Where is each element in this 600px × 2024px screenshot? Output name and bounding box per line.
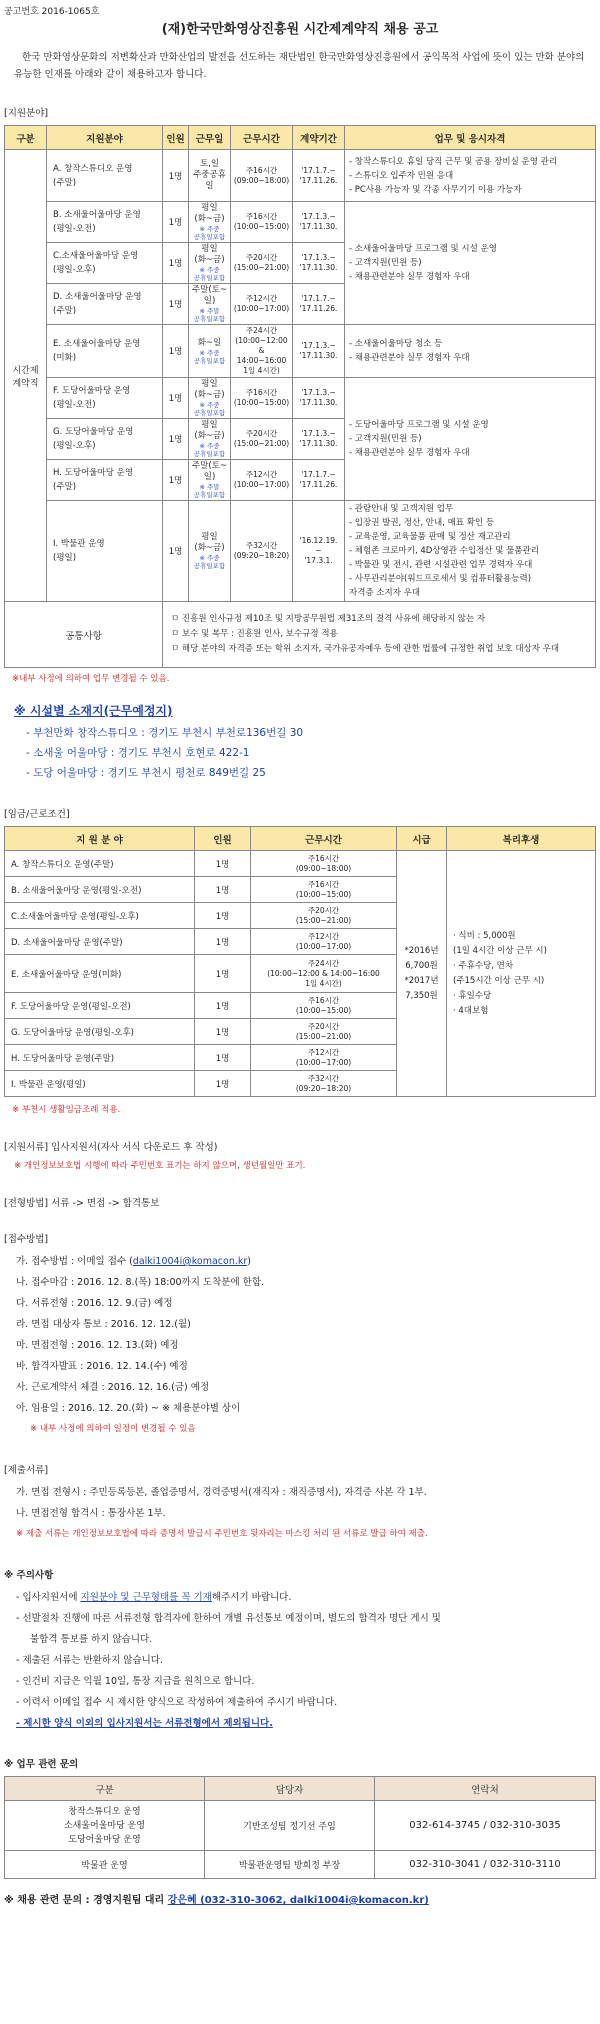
wage-field-cell: I. 박물관 운영(평일) — [5, 1071, 195, 1097]
count-cell: 1명 — [163, 284, 189, 325]
submit-note: ※ 제출 서류는 개인정보보호법에 따라 증명서 발급시 주민번호 뒷자리는 마스킹 처리 된 서류로 발급 하여 제출. — [16, 1529, 428, 1539]
wage-count-cell: 1명 — [195, 1045, 251, 1071]
table-row — [5, 202, 596, 243]
wage-table — [4, 826, 596, 1097]
apply-line: 라. 면접 대상자 통보 : 2016. 12. 12.(월) — [16, 1319, 191, 1330]
wage-count-cell: 1명 — [195, 1019, 251, 1045]
intro-paragraph: 한국 만화영상문화의 저변확산과 만화산업의 발전을 선도하는 재단법인 한국만화영상진흥원에서 공익목적 사업에 뜻이 있는 만화 분야의 유능한 인재를 아래와 같이 채용하고자 합니다. — [14, 52, 585, 80]
day-cell: 평일 (화~금) ※ 주중 공휴일포함 — [189, 243, 231, 284]
field-cell: H. 도당어울마당 운영 (주말) — [47, 460, 163, 501]
time-cell: 주24시간 (10:00~12:00 & 14:00~16:00 1일 4시간) — [231, 325, 293, 378]
facility-line: - 도당 어울마당 : 경기도 부천시 평천로 849번길 25 — [26, 767, 266, 779]
day-cell: 화~일 ※ 주중 공휴일포함 — [189, 325, 231, 378]
table-row — [5, 325, 596, 378]
duty-cell: - 관람안내 및 고객지원 업무 - 입장권 발권, 정산, 안내, 매표 확인 등 - 교육운영, 교육물품 판매 및 정산 재고관리 - 체험존 크로마키, 4D상영관 수입정산 및 물품관리 - 박물관 및 전시, 관련 시설관련 업무 경력자 우대 - 사무관리분야(워드프로세서 및 컴퓨터활용능력) 자격증 소지자 우대 — [345, 501, 596, 602]
count-cell: 1명 — [163, 325, 189, 378]
count-cell: 1명 — [163, 419, 189, 460]
th-phone: 연락처 — [375, 1777, 596, 1801]
th-wage-count: 인원 — [195, 827, 251, 851]
count-cell: 1명 — [163, 202, 189, 243]
time-cell: 주20시간 (15:00~21:00) — [231, 243, 293, 284]
day-cell: 평일 (화~금) ※ 주중 공휴일포함 — [189, 419, 231, 460]
wage-field-cell: H. 도당어울마당 운영(주말) — [5, 1045, 195, 1071]
field-cell: F. 도당어울마당 운영 (평일-오전) — [47, 378, 163, 419]
th-person: 담당자 — [205, 1777, 375, 1801]
th-wage-rate: 시급 — [397, 827, 447, 851]
docs-note: ※ 개인정보보호법 시행에 따라 주민번호 표기는 하지 않으며, 생년월일만 표기. — [14, 1161, 306, 1171]
wage-rate-cell: *2016년 6,700원 *2017년 7,350원 — [397, 851, 447, 1097]
wage-time-cell: 주12시간 (10:00~17:00) — [251, 1045, 397, 1071]
field-cell: A. 창작스튜디오 운영 (주말) — [47, 150, 163, 202]
time-cell: 주16시간 (09:00~18:00) — [231, 150, 293, 202]
wage-count-cell: 1명 — [195, 877, 251, 903]
th-count: 인원 — [163, 126, 189, 150]
th-time: 근무시간 — [231, 126, 293, 150]
wage-time-cell: 주16시간 (10:00~15:00) — [251, 993, 397, 1019]
field-cell: B. 소새울어울마당 운영 (평일-오전) — [47, 202, 163, 243]
wage-time-cell: 주12시간 (10:00~17:00) — [251, 929, 397, 955]
wage-count-cell: 1명 — [195, 903, 251, 929]
count-cell: 1명 — [163, 243, 189, 284]
section-submit-heading: [제출서류] — [4, 1465, 49, 1476]
day-cell: 평일 (화~금) ※ 주중 공휴일포함 — [189, 378, 231, 419]
apply-line: 바. 합격자발표 : 2016. 12. 14.(수) 예정 — [16, 1361, 188, 1372]
wage-time-cell: 주32시간 (09:20~18:20) — [251, 1071, 397, 1097]
count-cell: 1명 — [163, 378, 189, 419]
apply-line: 사. 근로계약서 체결 : 2016. 12. 16.(금) 예정 — [16, 1382, 210, 1393]
submit-line: 가. 면접 전형시 : 주민등록등본, 졸업증명서, 경력증명서(재직자 : 재직증명서), 자격증 사본 각 1부. — [16, 1487, 427, 1498]
period-cell: '17.1.7.~ '17.11.26. — [293, 284, 345, 325]
table-row — [5, 501, 596, 602]
caution-line: - 선발절차 진행에 따른 서류전형 합격자에 한하여 개별 유선통보 예정이며, 별도의 합격자 명단 게시 및 — [16, 1613, 441, 1624]
field-cell: D. 소새울어울마당 운영 (주말) — [47, 284, 163, 325]
day-cell: 평일 (화~금) ※ 주중 공휴일포함 — [189, 202, 231, 243]
field-cell: C.소새울어울마당 운영 (평일-오후) — [47, 243, 163, 284]
contact-person: 기반조성팀 정기선 주임 — [205, 1801, 375, 1851]
contact-dept: 창작스튜디오 운영 소새울어울마당 운영 도당어울마당 운영 — [5, 1801, 205, 1851]
caution-line: - 입사지원서에 지원분야 및 근무형태를 꼭 기재해주시기 바랍니다. — [16, 1592, 292, 1603]
section-wage-heading: [임금/근로조건] — [4, 809, 70, 820]
wage-count-cell: 1명 — [195, 993, 251, 1019]
day-cell: 평일 (화~금) ※ 주중 공휴일포함 — [189, 501, 231, 602]
duty-cell: - 소새울어울마당 프로그램 및 시설 운영 - 고객지원(민원 등) - 채용관련분야 실무 경험자 우대 — [345, 202, 596, 325]
wage-field-cell: A. 창작스튜디오 운영(주말) — [5, 851, 195, 877]
th-welfare: 복리후생 — [447, 827, 596, 851]
apply-email-link[interactable]: dalki1004i@komacon.kr — [132, 1256, 248, 1267]
time-cell: 주32시간 (09:20~18:20) — [231, 501, 293, 602]
apply-note: ※ 내부 사정에 의하여 일정이 변경될 수 있음 — [30, 1424, 196, 1434]
apply-line: 다. 서류전형 : 2016. 12. 9.(금) 예정 — [16, 1298, 173, 1309]
count-cell: 1명 — [163, 501, 189, 602]
section-fields-heading: [지원분야] — [4, 108, 49, 119]
time-cell: 주16시간 (10:00~15:00) — [231, 202, 293, 243]
period-cell: '17.1.3.~ '17.11.30. — [293, 202, 345, 243]
caution-line: - 제출된 서류는 반환하지 않습니다. — [16, 1655, 164, 1666]
wage-count-cell: 1명 — [195, 1071, 251, 1097]
th-period: 계약기간 — [293, 126, 345, 150]
table-row — [5, 150, 596, 202]
wage-footnote: ※ 부천시 생활임금조례 적용. — [12, 1105, 121, 1115]
count-cell: 1명 — [163, 150, 189, 202]
contact-footer-email[interactable]: 강은혜 (032-310-3062, dalki1004i@komacon.kr) — [167, 1895, 429, 1906]
section-caution-heading: ※ 주의사항 — [4, 1570, 54, 1581]
time-cell: 주12시간 (10:00~17:00) — [231, 460, 293, 501]
caution-line: - 이력서 이메일 접수 시 제시한 양식으로 작성하여 제출하여 주시기 바랍니다. — [16, 1697, 338, 1708]
apply-line: 가. 접수방법 : 이메일 접수 (dalki1004i@komacon.kr) — [16, 1256, 251, 1267]
fields-table — [4, 125, 596, 668]
submit-line: 나. 면접전형 합격시 : 통장사본 1부. — [16, 1508, 166, 1519]
th-field: 지원분야 — [47, 126, 163, 150]
contact-dept: 박물관 운영 — [5, 1851, 205, 1879]
period-cell: '17.1.3.~ '17.11.30. — [293, 243, 345, 284]
wage-field-cell: F. 도당어울마당 운영(평일-오전) — [5, 993, 195, 1019]
time-cell: 주12시간 (10:00~17:00) — [231, 284, 293, 325]
duty-cell: - 창작스튜디오 휴일 당직 근무 및 공용 장비실 운영 관리 - 스튜디오 입주자 민원 응대 - PC사용 가능자 및 각종 사무기기 이용 가능자 — [345, 150, 596, 202]
day-cell: 토,일 주중공휴 일 — [189, 150, 231, 202]
time-cell: 주20시간 (15:00~21:00) — [231, 419, 293, 460]
wage-field-cell: C.소새울어울마당 운영(평일-오후) — [5, 903, 195, 929]
wage-count-cell: 1명 — [195, 851, 251, 877]
category-cell: 시간제 계약직 — [5, 150, 47, 602]
wage-time-cell: 주16시간 (10:00~15:00) — [251, 877, 397, 903]
wage-time-cell: 주16시간 (09:00~18:00) — [251, 851, 397, 877]
section-apply-heading: [접수방법] — [4, 1234, 49, 1245]
common-row — [5, 602, 596, 668]
contact-footer: ※ 채용 관련 문의 : 경영지원팀 대리 강은혜 (032-310-3062, dalki1004i@komacon.kr) — [4, 1895, 429, 1906]
field-cell: E. 소새울어울마당 운영 (미화) — [47, 325, 163, 378]
wage-field-cell: G. 도당어울마당 운영(평일-오후) — [5, 1019, 195, 1045]
wage-field-cell: D. 소새울어울마당 운영(주말) — [5, 929, 195, 955]
common-cell: ㅁ 진흥원 인사규정 제10조 및 지방공무원법 제31조의 결격 사유에 해당하지 않는 자 ㅁ 보수 및 복무 : 진흥원 인사, 보수규정 적용 ㅁ 해당 분야의 자격증 또는 학위 소지자, 국가유공자예우 등에 관한 법률에 규정한 취업 보호 대상자 우대 — [163, 602, 596, 668]
period-cell: '17.1.7.~ '17.11.26. — [293, 460, 345, 501]
caution-list — [4, 1587, 596, 1734]
th-wage-time: 근무시간 — [251, 827, 397, 851]
wage-time-cell: 주20시간 (15:00~21:00) — [251, 1019, 397, 1045]
day-cell: 주말(토~ 일) ※ 주말 공휴일포함 — [189, 284, 231, 325]
day-cell: 주말(토~ 일) ※ 주말 공휴일포함 — [189, 460, 231, 501]
wage-time-cell: 주20시간 (15:00~21:00) — [251, 903, 397, 929]
duty-cell: - 도당어울마당 프로그램 및 시설 운영 - 고객지원(민원 등) - 채용관련분야 실무 경험자 우대 — [345, 378, 596, 501]
wage-field-cell: B. 소새울어울마당 운영(평일-오전) — [5, 877, 195, 903]
period-cell: '17.1.3.~ '17.11.30. — [293, 325, 345, 378]
th-duties: 업무 및 응시자격 — [345, 126, 596, 150]
table-row — [5, 378, 596, 419]
th-category: 구분 — [5, 126, 47, 150]
th-dept: 구분 — [5, 1777, 205, 1801]
facility-line: - 소새울 어울마당 : 경기도 부천시 호현로 422-1 — [26, 747, 250, 759]
common-label: 공통사항 — [5, 602, 163, 668]
th-wage-field: 지 원 분 야 — [5, 827, 195, 851]
period-cell: '16.12.19. ~ '17.3.1. — [293, 501, 345, 602]
section-contact-heading: ※ 업무 관련 문의 — [4, 1759, 79, 1770]
field-cell: I. 박물관 운영 (평일) — [47, 501, 163, 602]
time-cell: 주16시간 (10:00~15:00) — [231, 378, 293, 419]
apply-line: 나. 접수마감 : 2016. 12. 8.(목) 18:00까지 도착분에 한함. — [16, 1277, 265, 1288]
facility-title: ※ 시설별 소재지(근무예정지) — [14, 704, 173, 718]
caution-line: 불합격 통보를 하지 않습니다. — [30, 1634, 153, 1645]
contact-person: 박물관운영팀 방희정 부장 — [205, 1851, 375, 1879]
welfare-cell: · 식비 : 5,000원 (1일 4시간 이상 근무 시) · 주휴수당, 연차 (주15시간 이상 근무 시) · 휴일수당 · 4대보험 — [447, 851, 596, 1097]
apply-line: 마. 면접전형 : 2016. 12. 13.(화) 예정 — [16, 1340, 179, 1351]
table-row — [5, 851, 596, 877]
period-cell: '17.1.7.~ '17.11.26. — [293, 150, 345, 202]
fields-footnote: ※내부 사정에 의하여 업무 변경될 수 있음. — [12, 674, 170, 684]
contact-phone: 032-310-3041 / 032-310-3110 — [375, 1851, 596, 1879]
contact-table — [4, 1776, 596, 1879]
wage-count-cell: 1명 — [195, 955, 251, 993]
duty-cell: - 소새울어울마당 청소 등 - 채용관련분야 실무 경험자 우대 — [345, 325, 596, 378]
th-day: 근무일 — [189, 126, 231, 150]
period-cell: '17.1.3.~ '17.11.30. — [293, 419, 345, 460]
caution-line: - 인건비 지급은 익월 10일, 통장 지급을 원칙으로 합니다. — [16, 1676, 255, 1687]
field-cell: G. 도당어울마당 운영 (평일-오후) — [47, 419, 163, 460]
apply-list — [4, 1251, 596, 1440]
wage-time-cell: 주24시간 (10:00~12:00 & 14:00~16:00 1일 4시간) — [251, 955, 397, 993]
section-process-heading: [전형방법] 서류 -> 면접 -> 합격통보 — [4, 1198, 160, 1209]
wage-field-cell: E. 소새울어울마당 운영(미화) — [5, 955, 195, 993]
notice-number: 공고번호 2016-1065호 — [4, 7, 100, 17]
page-title: (재)한국만화영상진흥원 시간제계약직 채용 공고 — [161, 22, 439, 37]
period-cell: '17.1.3.~ '17.11.30. — [293, 378, 345, 419]
facility-line: - 부천만화 창작스튜디오 : 경기도 부천시 부천로136번길 30 — [26, 727, 304, 739]
apply-line: 아. 임용일 : 2016. 12. 20.(화) ~ ※ 채용분야별 상이 — [16, 1403, 241, 1414]
caution-line: - 제시한 양식 이외의 입사지원서는 서류전형에서 제외됩니다. — [16, 1718, 273, 1729]
submit-list — [4, 1482, 596, 1545]
wage-count-cell: 1명 — [195, 929, 251, 955]
section-docs-heading: [지원서류] 입사지원서(자사 서식 다운로드 후 작성) — [4, 1142, 218, 1153]
contact-phone: 032-614-3745 / 032-310-3035 — [375, 1801, 596, 1851]
count-cell: 1명 — [163, 460, 189, 501]
